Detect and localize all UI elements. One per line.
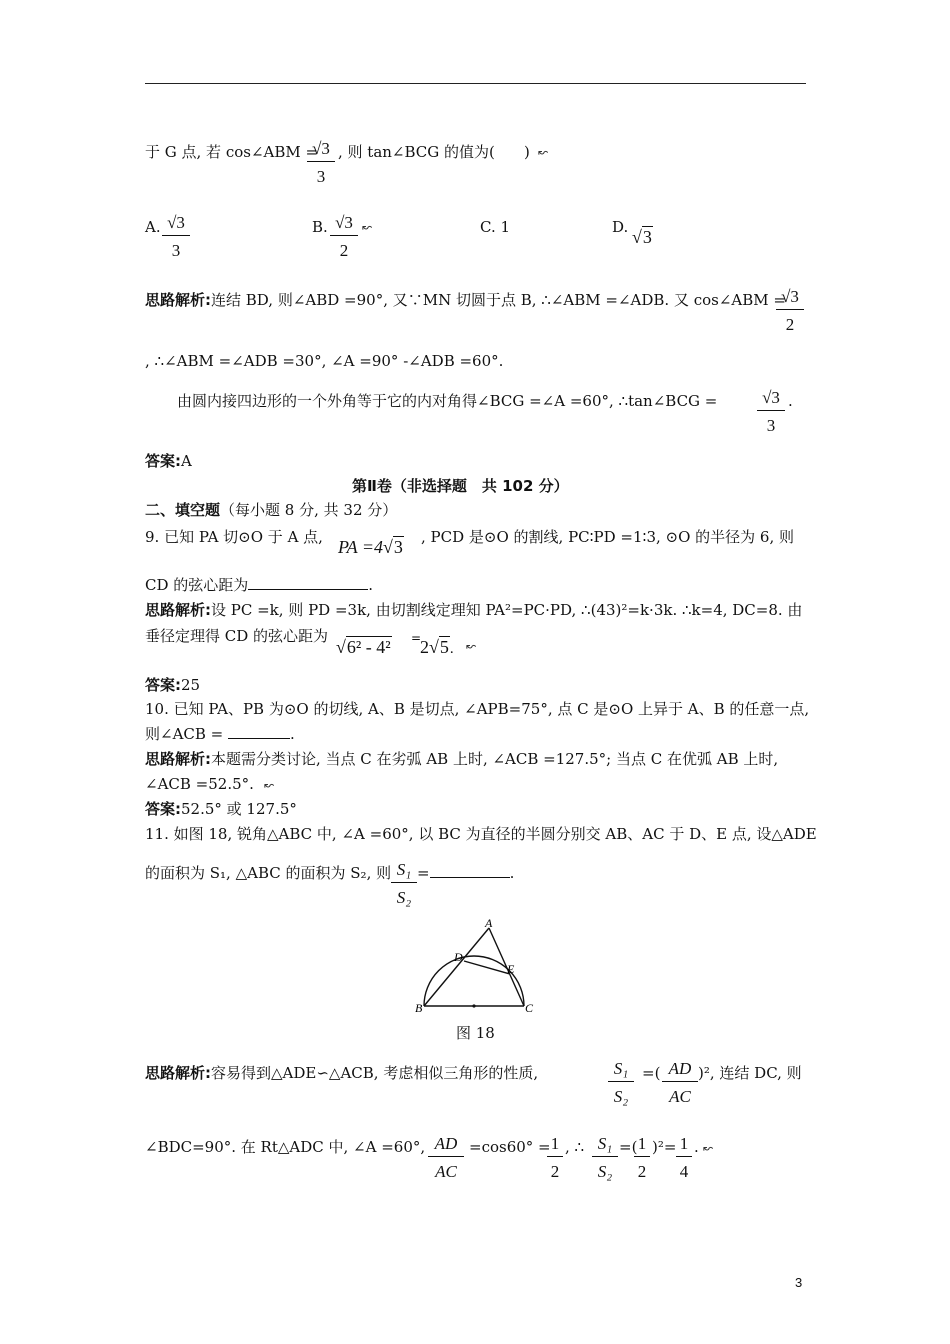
q11-analysis-frac3: $\frac{AD}{AC}$ [428, 1133, 464, 1183]
q8-option-b-label: B. [312, 218, 328, 236]
q11-analysis-line2e: )²= [652, 1138, 677, 1156]
q11-analysis-line2d: =( [619, 1138, 638, 1156]
section2-title: 第Ⅱ卷（非选择题 共 102 分） [352, 477, 569, 495]
q8-stem-b: , 则 tan∠BCG 的值为( [338, 143, 495, 161]
q8-analysis-line3-fraction: $\frac{√3}{3}$ [757, 387, 785, 437]
q9-analysis-line2: 垂径定理得 CD 的弦心距为 [145, 627, 329, 645]
label-c: C [525, 1001, 534, 1014]
q8-option-b-fraction: $\frac{√3}{2}$ [330, 212, 358, 262]
scan-mark-icon: ↜ [466, 639, 477, 653]
q11-analysis-frac7: $\frac{1}{4}$ [676, 1133, 692, 1183]
scan-mark-icon: ↜ [538, 145, 549, 159]
q11-analysis-frac5: $\frac{\text{S₁}}{\text{S₂}}$ [592, 1133, 618, 1183]
q11-analysis-frac6: $\frac{1}{2}$ [634, 1133, 650, 1183]
q11-analysis-line2b: =cos60° = [469, 1138, 551, 1156]
q8-analysis-line1: 思路解析:连结 BD, 则∠ABD =90°, 又∵MN 切圆于点 B, ∴∠ABM =∠ADB. 又 cos∠ABM = [145, 291, 786, 309]
q10-answer-blank[interactable] [228, 724, 290, 739]
label-a: A [485, 916, 493, 930]
q11-analysis-frac2: $\frac{AD}{AC}$ [662, 1058, 698, 1108]
q10-analysis-line1: 思路解析:本题需分类讨论, 当点 C 在劣弧 AB 上时, ∠ACB =127.5°; 当点 C 在优弧 AB 上时, [145, 750, 779, 768]
q9-stem-a: 9. 已知 PA 切⊙O 于 A 点, [145, 528, 323, 546]
q8-analysis-fraction: $\frac{√3}{2}$ [776, 286, 804, 336]
q11-answer-blank[interactable] [430, 863, 510, 878]
q8-option-a-fraction: $\frac{√3}{3}$ [162, 212, 190, 262]
q10-analysis-line2: ∠ACB =52.5°. [145, 775, 254, 793]
figure-caption: 图 18 [456, 1024, 495, 1042]
q8-option-a-label: A. [145, 218, 161, 236]
q9-analysis-eq: = [411, 631, 422, 645]
q11-analysis-line1a: 思路解析:容易得到△ADE∽△ACB, 考虑相似三角形的性质, [145, 1064, 539, 1082]
q9-analysis-line1: 思路解析:设 PC =k, 则 PD =3k, 由切割线定理知 PA²=PC·PD, ∴(43)²=k·3k. ∴k=4, DC=8. 由 [145, 601, 803, 619]
q11-analysis-line2a: ∠BDC=90°. 在 Rt△ADC 中, ∠A =60°, [145, 1138, 426, 1156]
q8-analysis-line2: , ∴∠ABM =∠ADB =30°, ∠A =90° -∠ADB =60°. [145, 352, 504, 370]
q10-stem-b: 则∠ACB = . [145, 725, 295, 743]
figure-18 [412, 914, 538, 1014]
scan-mark-icon: ↜ [703, 1141, 714, 1155]
scan-mark-icon: ↜ [264, 778, 275, 792]
q9-stem-c: CD 的弦心距为 . [145, 576, 374, 594]
q9-answer: 答案:25 [145, 676, 201, 694]
q8-stem-fraction: $\frac{√3}{3}$ [307, 138, 335, 188]
q11-analysis-line2f: . [694, 1138, 699, 1156]
q11-analysis-line1c: )², 连结 DC, 则 [698, 1064, 802, 1082]
header-rule [145, 83, 806, 84]
period-mark: . [788, 392, 793, 410]
segment-ab [424, 928, 489, 1006]
q11-stem-fraction: $\frac{\text{S₁}}{\text{S₂}}$ [391, 859, 417, 909]
q10-answer: 答案:52.5° 或 127.5° [145, 800, 297, 818]
label-e: E [507, 962, 515, 976]
q8-option-d-label: D. [612, 218, 629, 236]
q9-stem-b: , PCD 是⊙O 的割线, PC∶PD =1∶3, ⊙O 的半径为 6, 则 [421, 528, 795, 546]
q8-stem-c: ) [524, 143, 530, 161]
q9-analysis-result: 2√5. [420, 637, 454, 657]
q11-analysis-frac1: $\frac{\text{S₁}}{\text{S₂}}$ [608, 1058, 634, 1108]
q9-answer-blank[interactable] [248, 575, 368, 590]
q9-analysis-radical: √6² - 4² [336, 637, 391, 657]
q8-option-c: C. 1 [480, 218, 511, 236]
q11-analysis-line2c: , ∴ [565, 1138, 585, 1156]
q8-answer: 答案:A [145, 452, 192, 470]
q11-stem-b: 的面积为 S₁, △ABC 的面积为 S₂, 则 [145, 864, 392, 882]
label-d: D [454, 950, 463, 964]
q11-analysis-line1b: =( [642, 1064, 661, 1082]
q11-stem-a: 11. 如图 18, 锐角△ABC 中, ∠A =60°, 以 BC 为直径的半圆分别交 AB、AC 于 D、E 点, 设△ADE [145, 825, 817, 843]
q11-stem-c: = . [417, 864, 515, 882]
fill-blank-title: 二、填空题（每小题 8 分, 共 32 分） [145, 501, 398, 519]
segment-de [464, 961, 510, 974]
scan-mark-icon: ↜ [362, 220, 373, 234]
center-point [472, 1004, 475, 1007]
page-number: 3 [795, 1275, 803, 1290]
q8-stem-a: 于 G 点, 若 cos∠ABM = [145, 143, 319, 161]
q11-analysis-frac4: $\frac{1}{2}$ [547, 1133, 563, 1183]
label-b: B [415, 1001, 423, 1014]
q8-option-d-value: √3 [632, 227, 652, 247]
q9-pa-equation: PA =4√3 [338, 537, 403, 557]
q8-analysis-line3: 由圆内接四边形的一个外角等于它的内对角得∠BCG =∠A =60°, ∴tan∠BCG = [177, 392, 718, 410]
q10-stem-a: 10. 已知 PA、PB 为⊙O 的切线, A、B 是切点, ∠APB=75°, 点 C 是⊙O 上异于 A、B 的任意一点, [145, 700, 810, 718]
